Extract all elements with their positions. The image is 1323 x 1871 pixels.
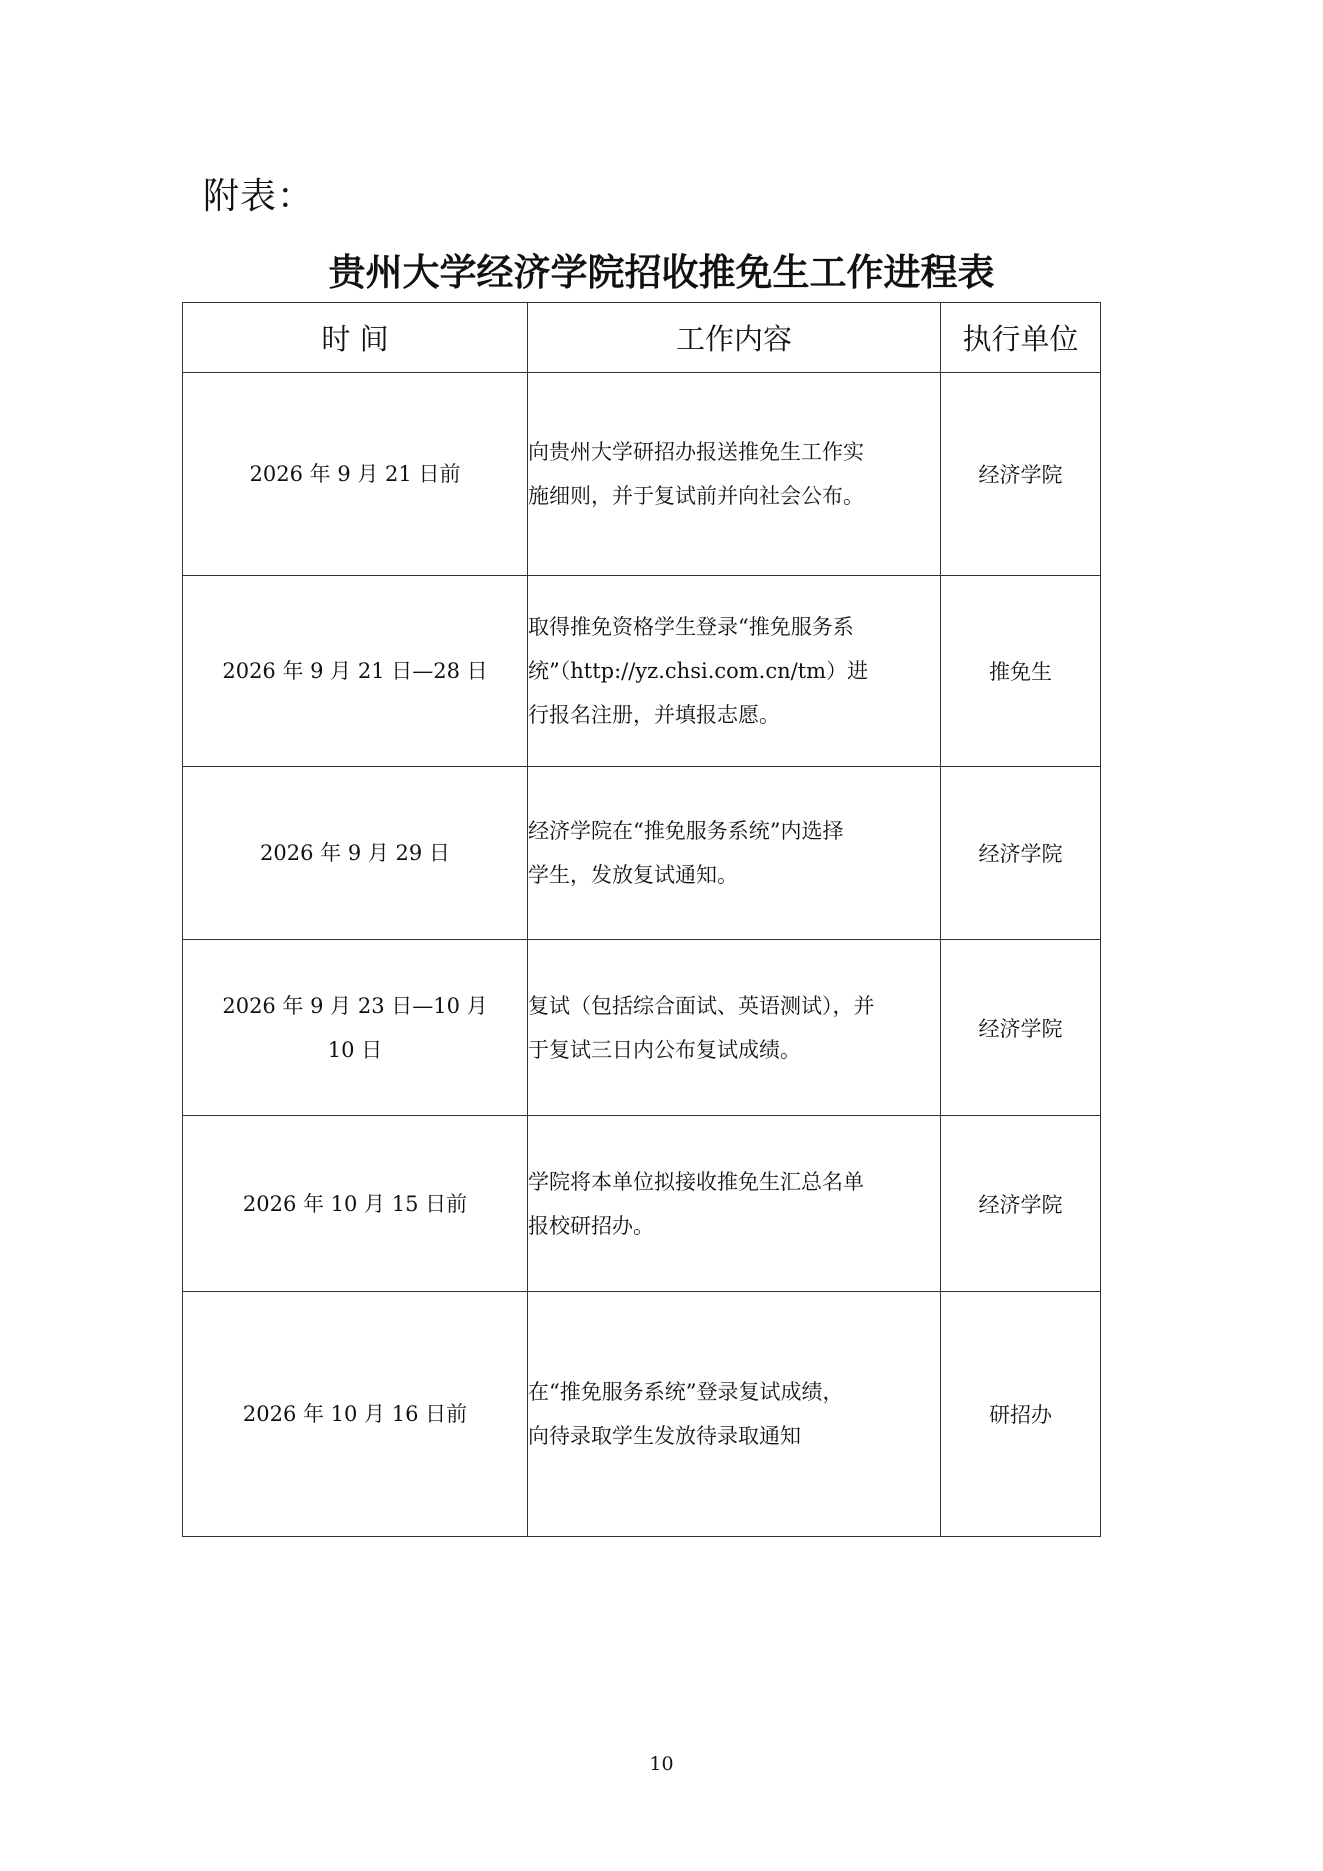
time-text: 2026 年 10 月 15 日前 <box>242 1191 468 1216</box>
row-unit: 经济学院 <box>941 373 1101 576</box>
table-row <box>183 940 1101 1116</box>
row-time <box>183 767 528 940</box>
time-text: 2026 年 9 月 21 日—28 日 <box>222 659 488 683</box>
row-time <box>183 1292 528 1537</box>
content-line: 向贵州大学研招办报送推免生工作实 <box>528 440 864 464</box>
header-unit: 执行单位 <box>941 303 1101 373</box>
row-time <box>183 576 528 767</box>
content-line: 学院将本单位拟接收推免生汇总名单 <box>528 1169 864 1194</box>
schedule-table <box>182 302 1101 1537</box>
table-row <box>183 1116 1101 1292</box>
row-content <box>528 940 941 1116</box>
row-unit: 研招办 <box>941 1292 1101 1537</box>
row-time <box>183 1116 528 1292</box>
annex-label: 附表： <box>203 176 315 217</box>
content-line: 行报名注册，并填报志愿。 <box>528 703 780 727</box>
row-content <box>528 767 941 940</box>
time-text: 2026 年 9 月 29 日 <box>260 841 450 865</box>
row-content <box>528 373 941 576</box>
row-content <box>528 576 941 767</box>
content-line: 复试（包括综合面试、英语测试），并 <box>528 993 875 1018</box>
table-header-row <box>183 303 1101 373</box>
table-row <box>183 767 1101 940</box>
content-line: 向待录取学生发放待录取通知 <box>528 1424 801 1448</box>
header-content: 工作内容 <box>528 303 941 373</box>
row-content <box>528 1116 941 1292</box>
row-unit: 经济学院 <box>941 1116 1101 1292</box>
row-time <box>183 940 528 1116</box>
row-content <box>528 1292 941 1537</box>
row-time <box>183 373 528 576</box>
row-unit: 经济学院 <box>941 767 1101 940</box>
content-line: 经济学院在“推免服务系统”内选择 <box>528 819 844 843</box>
time-text: 2026 年 9 月 21 日前 <box>249 462 461 486</box>
table-row <box>183 576 1101 767</box>
content-line: 报校研招办。 <box>528 1213 654 1238</box>
header-time: 时 间 <box>183 303 528 373</box>
page-number: 10 <box>649 1753 674 1775</box>
content-line: 学生，发放复试通知。 <box>528 863 738 887</box>
row-unit: 经济学院 <box>941 940 1101 1116</box>
time-line: 10 日 <box>327 1037 383 1062</box>
content-line: 取得推免资格学生登录“推免服务系 <box>528 615 854 639</box>
content-line: 施细则，并于复试前并向社会公布。 <box>528 484 864 508</box>
content-line: 在“推免服务系统”登录复试成绩， <box>528 1380 844 1404</box>
document-title: 贵州大学经济学院招收推免生工作进程表 <box>328 251 995 294</box>
content-line: 统”（http://yz.chsi.com.cn/tm）进 <box>528 659 869 683</box>
time-text: 2026 年 10 月 16 日前 <box>242 1402 468 1426</box>
table-row <box>183 1292 1101 1537</box>
table-row <box>183 373 1101 576</box>
time-line: 2026 年 9 月 23 日—10 月 <box>222 993 488 1018</box>
content-line: 于复试三日内公布复试成绩。 <box>528 1037 801 1062</box>
row-unit: 推免生 <box>941 576 1101 767</box>
